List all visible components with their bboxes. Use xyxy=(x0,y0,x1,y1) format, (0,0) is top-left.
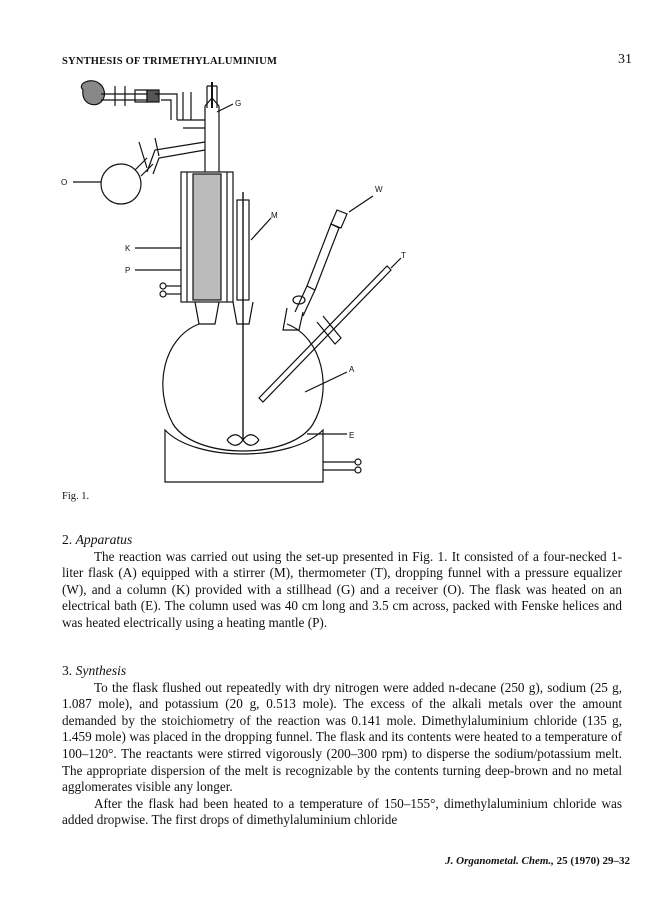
stillhead xyxy=(205,98,219,172)
side-arm xyxy=(147,142,205,174)
paragraph: To the flask flushed out repeatedly with dry nitrogen were added n-decane (250 g), sodium (25 g, 1.087 mole), and potassium (20 g, 0.513 mole). The excess of the alkali metals over the amount demanded by the stoichiometry of the reaction was 0.141 mole. Dimethylaluminium chloride (135 g, 1.459 mole) was placed in the dropping funnel. The flask and its contents were heated to a temperature of 100–120°. The reactants were stirred vigorously (200–300 rpm) to disperse the sodium/potassium melt. The appropriate dispersion of the melt is recognizable by the contents turning deep-brown and no metal agglomerates visible any longer. xyxy=(62,679,622,795)
dropping-funnel xyxy=(307,224,339,290)
label-g: G xyxy=(235,99,242,108)
section-heading: 3. Synthesis xyxy=(62,663,127,678)
label-p: P xyxy=(125,266,131,275)
gas-inlet-bulb xyxy=(81,81,104,105)
label-e: E xyxy=(349,431,355,440)
apparatus-figure xyxy=(55,72,425,484)
stopcock xyxy=(147,90,159,102)
running-title: SYNTHESIS OF TRIMETHYLALUMINIUM xyxy=(62,56,278,67)
column-packing xyxy=(193,174,221,300)
label-k: K xyxy=(125,244,131,253)
section-synthesis xyxy=(62,663,622,829)
page-number: 31 xyxy=(618,52,632,67)
stillhead-tube xyxy=(155,92,205,128)
label-t: T xyxy=(401,251,406,260)
section-apparatus xyxy=(62,532,622,632)
paragraph: The reaction was carried out using the set-up presented in Fig. 1. It consisted of a four-necked 1-liter flask (A) equipped with a stirrer (M), thermometer (T), dropping funnel with a pressure equalizer (W), and a column (K) provided with a stillhead (G) and a receiver (O). The flask was heated on an electrical bath (E). The column used was 40 cm long and 3.5 cm across, packed with Fenske helices and was heated electrically using a heating mantle (P). xyxy=(62,548,622,630)
thermometer xyxy=(259,266,391,402)
label-a: A xyxy=(349,365,355,374)
label-m: M xyxy=(271,211,278,220)
journal-footer: J. Organometal. Chem., 25 (1970) 29–32 xyxy=(445,855,630,867)
section-heading: 2. Apparatus xyxy=(62,532,133,547)
label-w: W xyxy=(375,185,383,194)
figure-caption: Fig. 1. xyxy=(62,491,90,502)
paragraph: After the flask had been heated to a temperature of 150–155°, dimethylaluminium chloride was added dropwise. The first drops of dimethylaluminium chloride xyxy=(62,795,622,828)
label-o: O xyxy=(61,178,68,187)
